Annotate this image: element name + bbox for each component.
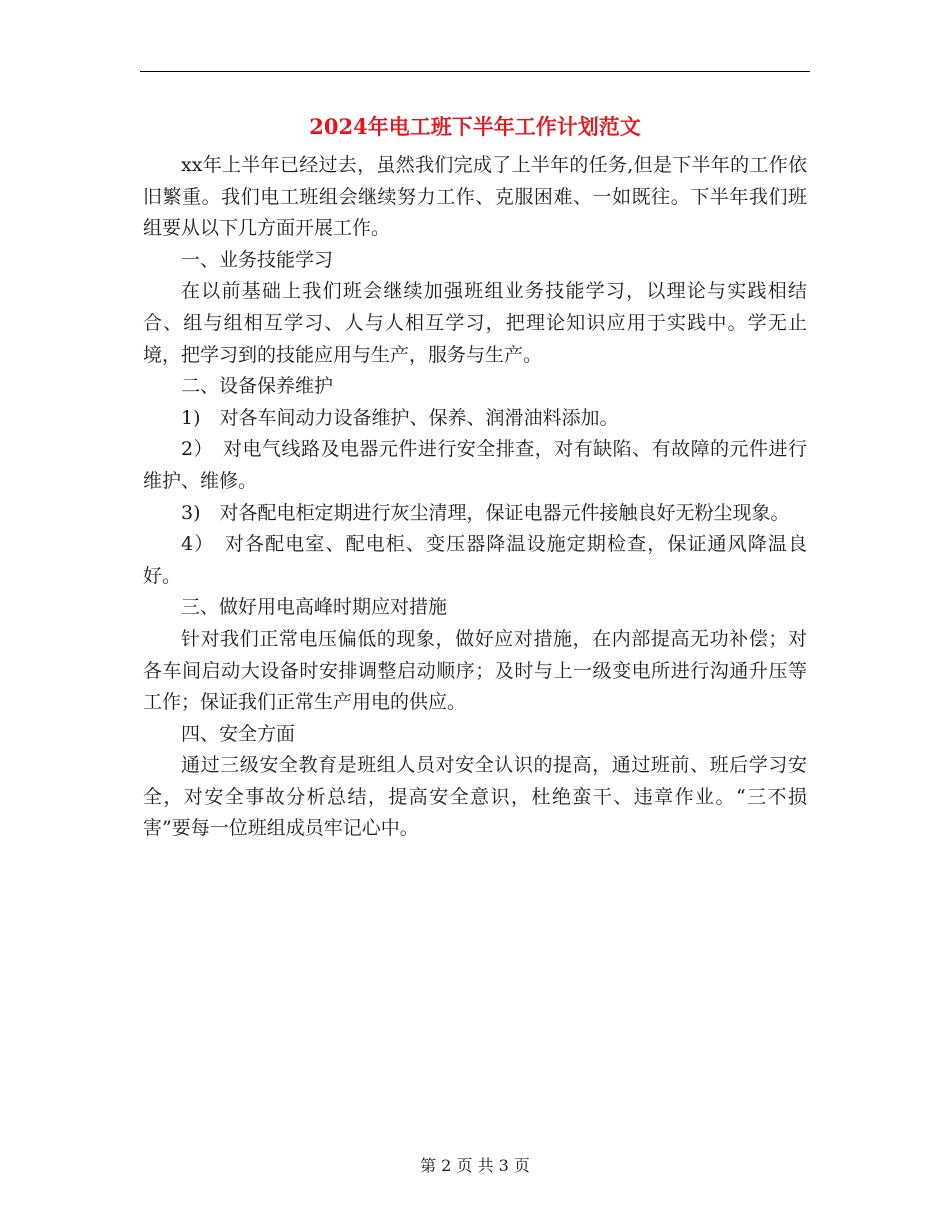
peak-paragraph: 针对我们正常电压偏低的现象，做好应对措施，在内部提高无功补偿；对各车间启动大设备时安排调整启动顺序；及时与上一级变电所进行沟通升压等工作；保证我们正常生产用电的供应。 xyxy=(143,627,807,714)
section-heading-safety: 四、安全方面 xyxy=(181,722,296,745)
safety-paragraph: 通过三级安全教育是班组人员对安全认识的提高，通过班前、班后学习安全，对安全事故分析总结，提高安全意识，杜绝蛮干、违章作业。“三不损害”要每一位班组成员牢记心中。 xyxy=(143,754,807,840)
document-title: 2024年电工班下半年工作计划范文 xyxy=(309,114,641,139)
maintenance-item-3: 3) 对各配电柜定期进行灰尘清理，保证电器元件接触良好无粉尘现象。 xyxy=(181,501,790,524)
maintenance-item-2: 2） 对电气线路及电器元件进行安全排查，对有缺陷、有故障的元件进行维护、维修。 xyxy=(143,438,807,492)
section-heading-skills: 一、业务技能学习 xyxy=(181,248,334,271)
header-rule xyxy=(140,71,810,72)
maintenance-item-4: 4） 对各配电室、配电柜、变压器降温设施定期检查，保证通风降温良好。 xyxy=(143,533,807,587)
section-heading-maintenance: 二、设备保养维护 xyxy=(181,375,334,398)
page-footer: 第 2 页 共 3 页 xyxy=(420,1156,530,1175)
document-body xyxy=(143,150,807,845)
skills-paragraph: 在以前基础上我们班会继续加强班组业务技能学习，以理论与实践相结合、组与组相互学习、人与人相互学习，把理论知识应用于实践中。学无止境，把学习到的技能应用与生产，服务与生产。 xyxy=(143,280,807,366)
intro-paragraph: xx年上半年已经过去，虽然我们完成了上半年的任务,但是下半年的工作依旧繁重。我们电工班组会继续努力工作、克服困难、一如既往。下半年我们班组要从以下几方面开展工作。 xyxy=(143,154,807,240)
maintenance-item-1: 1) 对各车间动力设备维护、保养、润滑油料添加。 xyxy=(181,406,619,429)
section-heading-peak: 三、做好用电高峰时期应对措施 xyxy=(181,596,448,619)
